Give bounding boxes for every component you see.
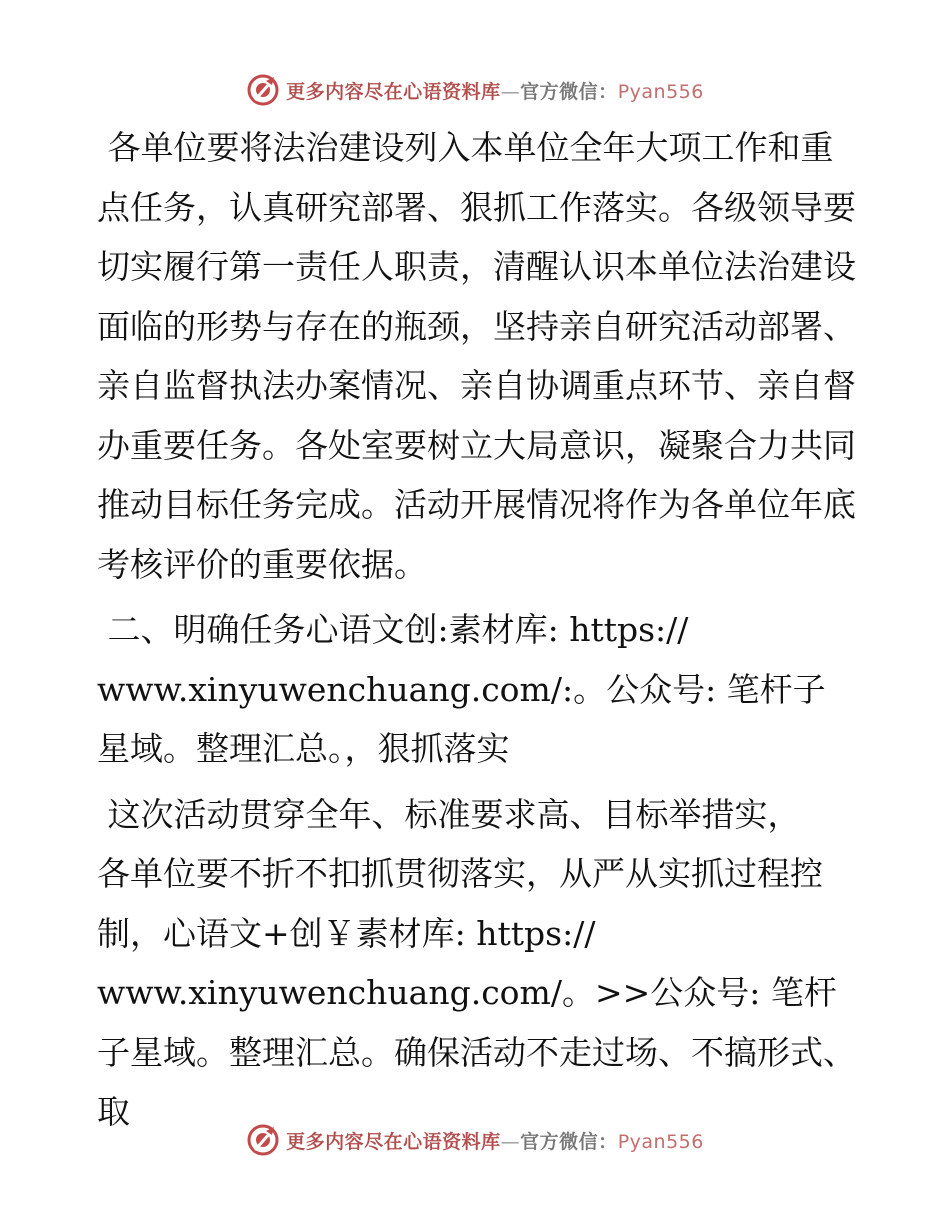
footer-watermark-banner bbox=[0, 1118, 950, 1162]
header-watermark-text bbox=[286, 77, 704, 104]
logo-icon bbox=[246, 1123, 280, 1157]
paragraph-1: 各单位要将法治建设列入本单位全年大项工作和重点任务，认真研究部署、狠抓工作落实。各级领导要切实履行第一责任人职责，清醒认识本单位法治建设面临的形势与存在的瓶颈，坚持亲自研究活动部署、亲自监督执法办案情况、亲自协调重点环节、亲自督办重要任务。各处室要树立大局意识，凝聚合力共同推动目标任务完成。活动开展情况将作为各单位年底考核评价的重要依据。 bbox=[97, 128, 856, 584]
footer-watermark-part3: Pyan556 bbox=[617, 1130, 704, 1153]
header-watermark-part3: Pyan556 bbox=[617, 80, 704, 103]
logo-icon bbox=[246, 73, 280, 107]
document-body bbox=[97, 118, 857, 1142]
header-watermark-part1: 更多内容尽在心语资料库 bbox=[286, 80, 501, 103]
header-watermark-dash: — bbox=[500, 80, 521, 103]
paragraph-3: 这次活动贯穿全年、标准要求高、目标举措实， 各单位要不折不扣抓贯彻落实，从严从实抓过程控制，心语文+创￥素材库: https:// www.xinyuwenchuang.com/。>>公众号: 笔杆子星域。整理汇总。确保活动不走过场、不搞形式、取 bbox=[97, 794, 856, 1131]
paragraph-2: 二、明确任务心语文创:素材库: https:// www.xinyuwenchuang.com/:。公众号: 笔杆子星域。整理汇总。，狠抓落实 bbox=[97, 610, 826, 768]
footer-watermark-text bbox=[286, 1127, 704, 1154]
footer-watermark-part2: 官方微信： bbox=[520, 1130, 618, 1153]
header-watermark-banner bbox=[0, 68, 950, 112]
footer-watermark-dash: — bbox=[500, 1130, 521, 1153]
header-watermark-part2: 官方微信： bbox=[520, 80, 618, 103]
footer-watermark-part1: 更多内容尽在心语资料库 bbox=[286, 1130, 501, 1153]
